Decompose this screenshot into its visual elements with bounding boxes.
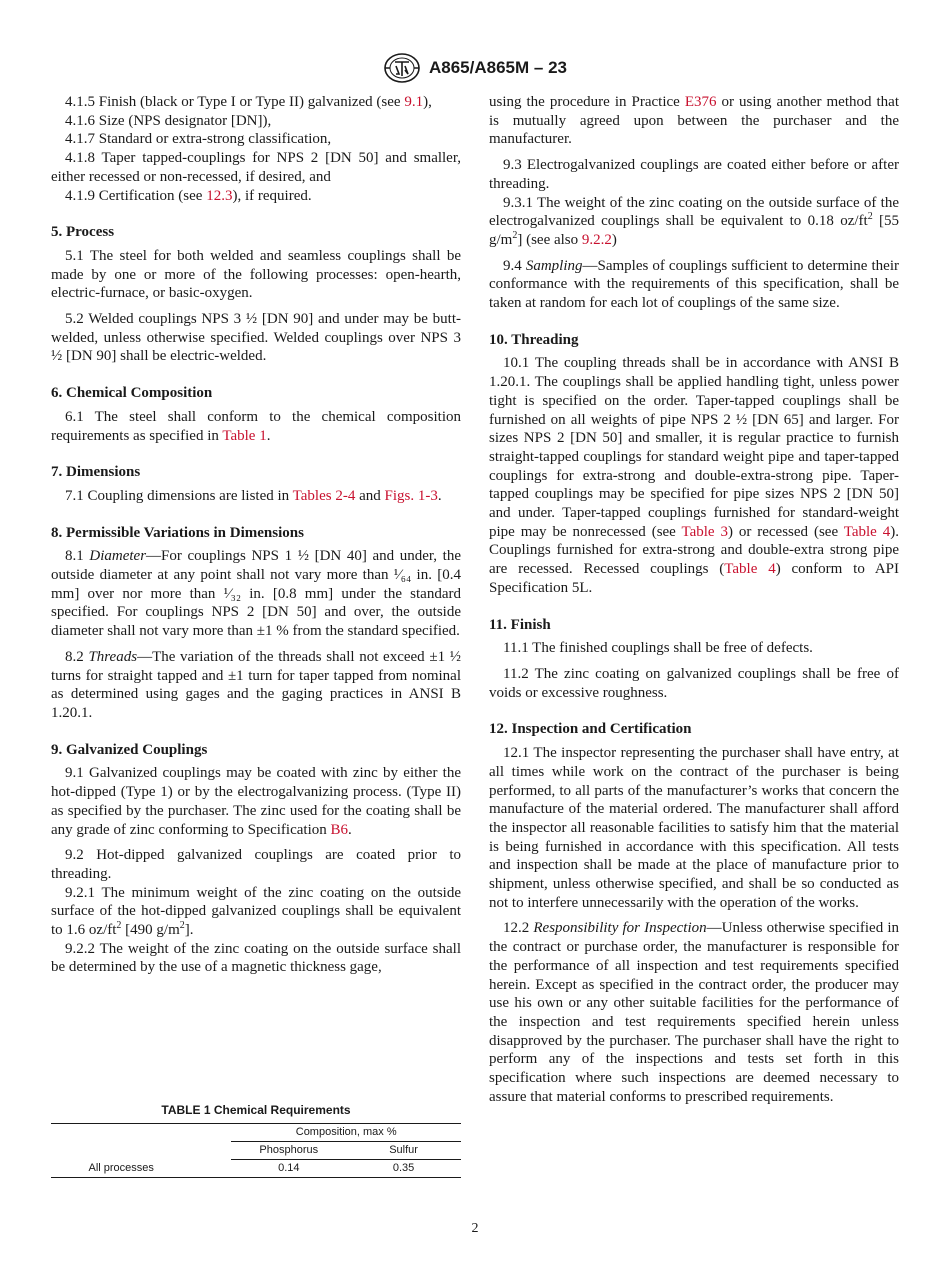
right-column <box>489 93 899 1106</box>
link-e376[interactable]: E376 <box>684 94 717 110</box>
section-heading-10: 10. Threading <box>489 331 579 348</box>
left-column <box>51 93 461 977</box>
link-figs-1-3[interactable]: Figs. 1-3 <box>384 487 438 504</box>
link-table-1[interactable]: Table 1 <box>222 427 267 444</box>
para-6-1: 6.1 The steel shall conform to the chemical composition requirements as specified in Table 1. <box>51 408 461 444</box>
para-5-1: 5.1 The steel for both welded and seamless couplings shall be made by one or more of the following processes: open-hearth, electric-furnace, or basic-oxygen. <box>51 247 461 302</box>
page-number: 2 <box>471 1221 479 1236</box>
phosphorus-value: 0.14 <box>278 1162 300 1174</box>
para-4-1-7: 4.1.7 Standard or extra-strong classification, <box>65 131 332 148</box>
para-8-1: 8.1 Diameter—For couplings NPS 1 ½ [DN 40] and under, the outside diameter at any point shall not vary more than ¹⁄₆₄ in. [0.4 mm] over nor more than ¹⁄₃₂ in. [0.8 mm] under the standard specified. For couplings NPS 2 [DN 50] and over, the outside diameter shall not vary more than ±1 % from the standard specified. <box>51 548 462 640</box>
document-designation: A865/A865M – 23 <box>429 58 567 77</box>
para-12-1: 12.1 The inspector representing the purchaser shall have entry, at all times while work on the contract of the purchaser is being performed, to all parts of the manufacturer’s works that concern the manufacture of the material ordered. The manufacturer shall afford the inspector all reasonable facilities to satisfy him that the material is being furnished in accordance with this specification. All tests and inspection shall be made at the place of manufacture prior to shipment, unless otherwise specified, and shall be so conducted as not to interfere unnecessarily with the operation of the works. <box>489 745 899 911</box>
para-9-2-2: 9.2.2 The weight of the zinc coating on the outside surface shall be determined by the use of a magnetic thickness gage, <box>51 940 461 976</box>
para-9-3: 9.3 Electrogalvanized couplings are coated either before or after threading. <box>489 157 899 192</box>
section-heading-6: 6. Chemical Composition <box>51 385 213 402</box>
link-table-4-second[interactable]: Table 4 <box>724 561 776 578</box>
para-5-2: 5.2 Welded couplings NPS 3 ½ [DN 90] and under may be butt-welded, unless otherwise specified. Welded couplings over NPS 3 ½ [DN 90] shall be electric-welded. <box>51 311 461 365</box>
section-heading-7: 7. Dimensions <box>51 464 141 481</box>
para-12-2: 12.2 Responsibility for Inspection—Unless otherwise specified in the contract or purchase order, the manufacturer is responsible for the performance of all inspection and test requirements specified herein. Except as specified in the contract order, the producer may use his own or any other suitable facilities for the performance of the inspection and test requirements specified herein unless disapproved by the purchaser. The purchaser shall have the right to perform any of the inspections and tests set forth in this specification where such inspections are deemed necessary to assure that material conforms to prescribed requirements. <box>489 920 899 1105</box>
column-header-phosphorus: Phosphorus <box>231 1142 346 1160</box>
section-heading-8: 8. Permissible Variations in Dimensions <box>51 524 304 541</box>
para-9-1: 9.1 Galvanized couplings may be coated with zinc by either the hot-dipped (Type 1) or by the electrogalvanizing process. (Type II) as specified by the purchaser. The zinc used for the coating shall be any grade of zinc conforming to Specification B6. <box>51 765 461 838</box>
para-9-3-1: 9.3.1 The weight of the zinc coating on the outside surface of the electrogalvanized couplings shall be equivalent to 0.18 $oz/ft^2$ [55 $g/m^2$] (see also 9.2.2) <box>489 194 899 248</box>
astm-logo-icon <box>383 52 421 84</box>
section-heading-11: 11. Finish <box>489 616 551 633</box>
table-row <box>51 1160 461 1178</box>
para-11-2: 11.2 The zinc coating on galvanized couplings shall be free of voids or excessive roughness. <box>489 665 899 701</box>
para-4-1-6: 4.1.6 Size (NPS designator [DN]), <box>65 112 272 129</box>
para-9-4: 9.4 Sampling—Samples of couplings sufficient to determine their conformance with the requirements of this specification, shall be taken at random for each lot of couplings of the same size. <box>489 257 900 312</box>
sulfur-value: 0.35 <box>392 1162 415 1174</box>
link-tables-2-4[interactable]: Tables 2-4 <box>292 487 356 504</box>
column-header-sulfur: Sulfur <box>346 1142 461 1160</box>
para-4-1-8: 4.1.8 Taper tapped-couplings for NPS 2 [DN 50] and smaller, either recessed or non-recessed, if desired, and <box>51 150 461 185</box>
para-4-1-5: 4.1.5 Finish (black or Type I or Type II) galvanized (see 9.1), <box>65 94 432 110</box>
section-heading-9: 9. Galvanized Couplings <box>51 741 208 758</box>
chemical-requirements-table <box>51 1123 461 1178</box>
table-span-header: Composition, max % <box>231 1124 461 1142</box>
para-9-2-2-continued: using the procedure in Practice E376 or using another method that is mutually agreed upon between the purchaser and the manufacturer. <box>489 94 899 148</box>
row-label: All processes <box>88 1161 154 1174</box>
para-8-2: 8.2 Threads—The variation of the threads shall not exceed ±1 ½ turns for straight tapped and ±1 turn for taper tapped from nominal as determined using gages and the gaging practices in ANSI B 1.20.1. <box>51 648 462 721</box>
para-7-1: 7.1 Coupling dimensions are listed in Tables 2-4 and Figs. 1-3. <box>65 487 442 504</box>
link-9-1[interactable]: 9.1 <box>404 94 424 110</box>
para-9-2-1: 9.2.1 The minimum weight of the zinc coating on the outside surface of the hot-dipped galvanized couplings shall be equivalent to 1.6 $oz/ft^2$ [490 $g/m^2$]. <box>51 884 461 939</box>
link-table-3[interactable]: Table 3 <box>681 523 728 540</box>
para-9-2: 9.2 Hot-dipped galvanized couplings are coated prior to threading. <box>51 847 461 882</box>
link-b6[interactable]: B6 <box>330 821 349 838</box>
link-12-3[interactable]: 12.3 <box>206 187 233 204</box>
para-10-1: 10.1 The coupling threads shall be in accordance with ANSI B 1.20.1. The couplings shall be applied handling tight, unless power tight is specified on the order. Taper-tapped couplings shall be furnished on all weights of pipe NPS 2 ½ [DN 65] and larger. For sizes NPS 2 [DN 50] and smaller, it is regular practice to furnish straight-tapped couplings for standard weight pipe and taper-tapped couplings for extra-strong and double-extra-strong pipe. Taper-tapped couplings may be specified for pipe sizes NPS 2 [DN 50] and under. Taper-tapped couplings furnished for standard-weight pipe may be nonrecessed (see Table 3) or recessed (see Table 4). Couplings furnished for extra-strong and double-extra strong pipe are recessed. Recessed couplings (Table 4) conform to API Specification 5L. <box>489 355 899 596</box>
table-1 <box>51 1103 461 1178</box>
link-9-2-2[interactable]: 9.2.2 <box>581 231 612 248</box>
table-title: TABLE 1 Chemical Requirements <box>161 1103 351 1117</box>
para-4-1-9: 4.1.9 Certification (see 12.3), if required. <box>65 187 312 204</box>
para-11-1: 11.1 The finished couplings shall be free of defects. <box>503 640 813 657</box>
section-heading-12: 12. Inspection and Certification <box>489 721 692 738</box>
section-heading-5: 5. Process <box>51 224 115 241</box>
page-header <box>0 52 950 84</box>
link-table-4[interactable]: Table 4 <box>843 523 891 540</box>
